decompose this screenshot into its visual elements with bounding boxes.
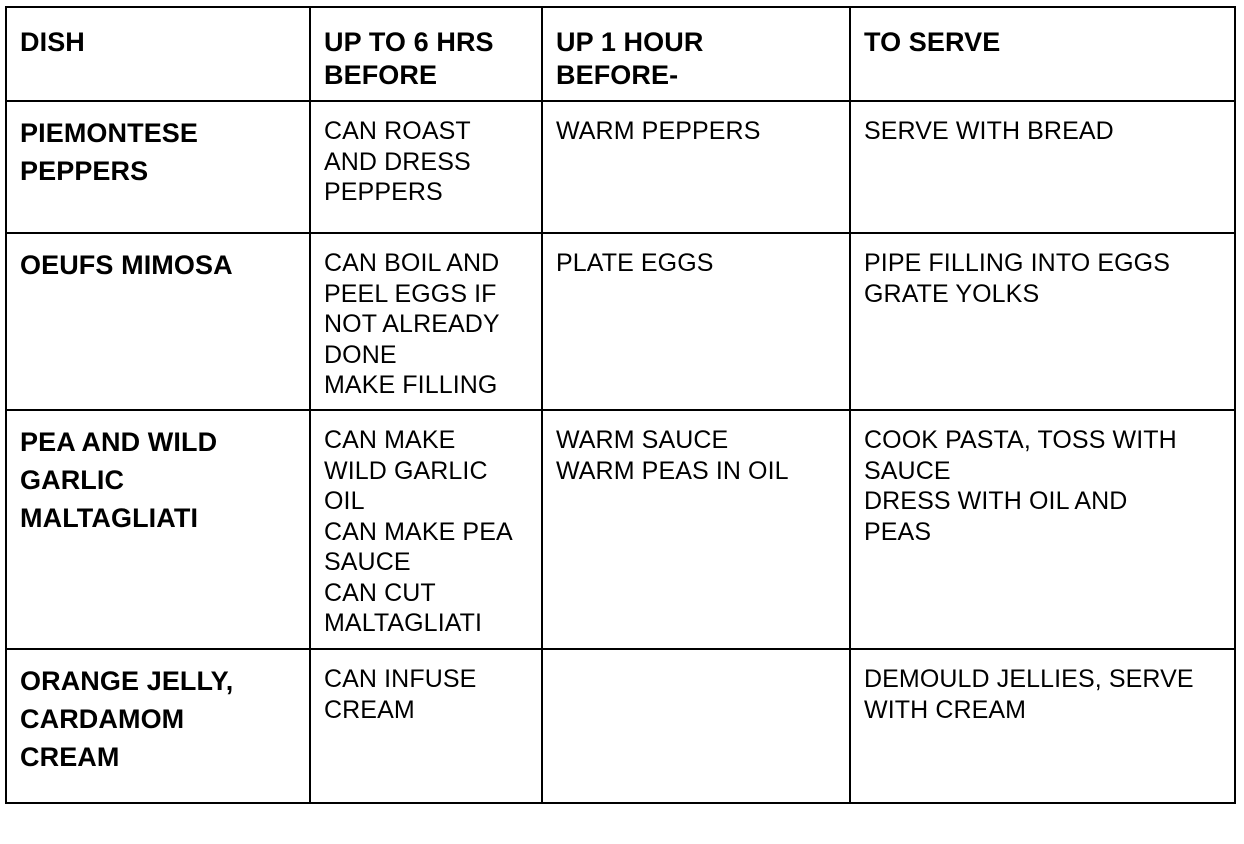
dish-cell: OEUFS MIMOSA [6,233,310,410]
header-row [6,7,1235,101]
table-row [6,410,1235,649]
one-hour-cell: WARM PEPPERS [542,101,850,233]
dish-cell: PIEMONTESE PEPPERS [6,101,310,233]
table-row [6,101,1235,233]
one-hour-cell: WARM SAUCE WARM PEAS IN OIL [542,410,850,649]
header-to-serve: TO SERVE [850,7,1235,101]
header-dish: DISH [6,7,310,101]
table-row [6,649,1235,803]
dish-cell: PEA AND WILD GARLIC MALTAGLIATI [6,410,310,649]
six-hours-cell: CAN MAKE WILD GARLIC OIL CAN MAKE PEA SAUCE CAN CUT MALTAGLIATI [310,410,542,649]
one-hour-cell [542,649,850,803]
header-up-1-hour-before: UP 1 HOUR BEFORE- [542,7,850,101]
six-hours-cell: CAN BOIL AND PEEL EGGS IF NOT ALREADY DONE MAKE FILLING [310,233,542,410]
six-hours-cell: CAN ROAST AND DRESS PEPPERS [310,101,542,233]
to-serve-cell: PIPE FILLING INTO EGGS GRATE YOLKS [850,233,1235,410]
dish-cell: ORANGE JELLY, CARDAMOM CREAM [6,649,310,803]
six-hours-cell: CAN INFUSE CREAM [310,649,542,803]
to-serve-cell: DEMOULD JELLIES, SERVE WITH CREAM [850,649,1235,803]
table-row [6,233,1235,410]
to-serve-cell: SERVE WITH BREAD [850,101,1235,233]
header-up-to-6-hrs-before: UP TO 6 HRS BEFORE [310,7,542,101]
one-hour-cell: PLATE EGGS [542,233,850,410]
to-serve-cell: COOK PASTA, TOSS WITH SAUCE DRESS WITH OIL AND PEAS [850,410,1235,649]
prep-timing-table [5,6,1236,804]
